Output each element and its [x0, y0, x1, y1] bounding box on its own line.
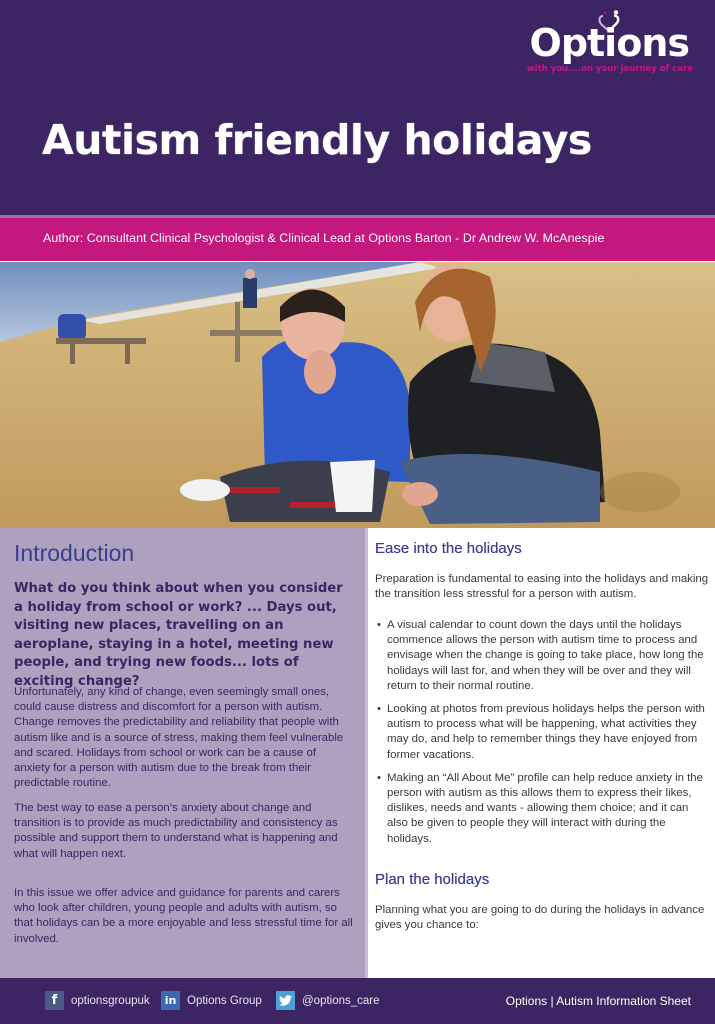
ease-bullet-list: [375, 618, 710, 855]
plan-intro: Planning what you are going to do during the holidays in advance gives you chance to:: [375, 904, 705, 932]
plan-heading: Plan the holidays: [375, 871, 490, 888]
author-credit: Author: Consultant Clinical Psychologist & Clinical Lead at Options Barton - Dr Andrew W. McAnespie: [43, 231, 605, 245]
bullet-icon: •: [377, 703, 381, 716]
ease-bullet-item: [375, 702, 710, 763]
beach-photo: [0, 262, 715, 528]
logo-tagline: with you....on your journey of care: [526, 64, 693, 74]
linkedin-icon: in: [161, 991, 180, 1010]
author-band: [0, 218, 715, 261]
footer: [0, 978, 715, 1024]
twitter-bird-icon: [279, 995, 292, 1006]
ease-bullet-item: [375, 618, 710, 694]
introduction-paragraph-1: Unfortunately, any kind of change, even seemingly small ones, could cause distress and discomfort for a person with autism. Change removes the predictability and reliability that people with autism like and is a source of stress, making them feel vulnerable and scared. Holidays from school or work can be a cause of anxiety for a person with autism due to the break from their predictable routine.: [14, 686, 344, 790]
facebook-link[interactable]: [45, 991, 150, 1010]
introduction-lead: What do you think about when you consider a holiday from school or work? ... Days out, visiting new places, travelling on an aeroplane, staying in a hotel, meeting new people, and trying new foods... lots of exciting change?: [14, 581, 343, 689]
introduction-heading: Introduction: [14, 540, 135, 566]
advice-panel: [365, 528, 715, 978]
ease-heading: Ease into the holidays: [375, 540, 522, 557]
twitter-handle: @options_care: [302, 994, 380, 1007]
bullet-icon: •: [377, 771, 381, 784]
twitter-icon: [276, 991, 295, 1010]
bullet-icon: •: [377, 619, 381, 631]
header: [0, 0, 715, 215]
twitter-link[interactable]: [276, 991, 380, 1010]
beach-photo-illustration: [0, 262, 715, 528]
ease-intro: Preparation is fundamental to easing into the holidays and making the transition less stressful for a person with autism.: [375, 573, 709, 601]
introduction-paragraph-3: In this issue we offer advice and guidance for parents and carers who look after children, young people and adults with autism, so that holidays can be a more enjoyable and less stressful time for all involved.: [14, 887, 353, 945]
introduction-paragraph-2: The best way to ease a person’s anxiety about change and transition is to provide as much predictability and consistency as possible and support them to understand what is happening and what will happen next.: [14, 802, 338, 860]
page-title: Autism friendly holidays: [42, 116, 592, 164]
ease-bullet-text: Looking at photos from previous holidays helps the person with autism to process what will be happening, what activities they may do, and help to remember things they have enjoyed from former vacations.: [387, 703, 705, 761]
ease-bullet-text: A visual calendar to count down the days until the holidays commence allows the person with autism time to process and envisage when the change is going to take place, how long the holidays will last for, and when they will be over and they will return to their normal routine.: [387, 619, 704, 692]
logo-wordmark: Options: [529, 21, 689, 65]
linkedin-link[interactable]: [161, 991, 262, 1010]
linkedin-handle: Options Group: [187, 994, 262, 1007]
ease-bullet-text: Making an “All About Me” profile can help reduce anxiety in the person with autism as this allows them to express their likes, dislikes, needs and wants - allowing them choice; and it can also be given to people they will interact with during the holidays.: [387, 771, 703, 845]
ease-bullet-item: [375, 771, 710, 847]
facebook-handle: optionsgroupuk: [71, 994, 150, 1007]
introduction-panel: [0, 528, 365, 978]
footer-sheet-label: Options | Autism Information Sheet: [505, 994, 691, 1008]
options-logo[interactable]: [523, 10, 703, 72]
facebook-icon: f: [45, 991, 64, 1010]
